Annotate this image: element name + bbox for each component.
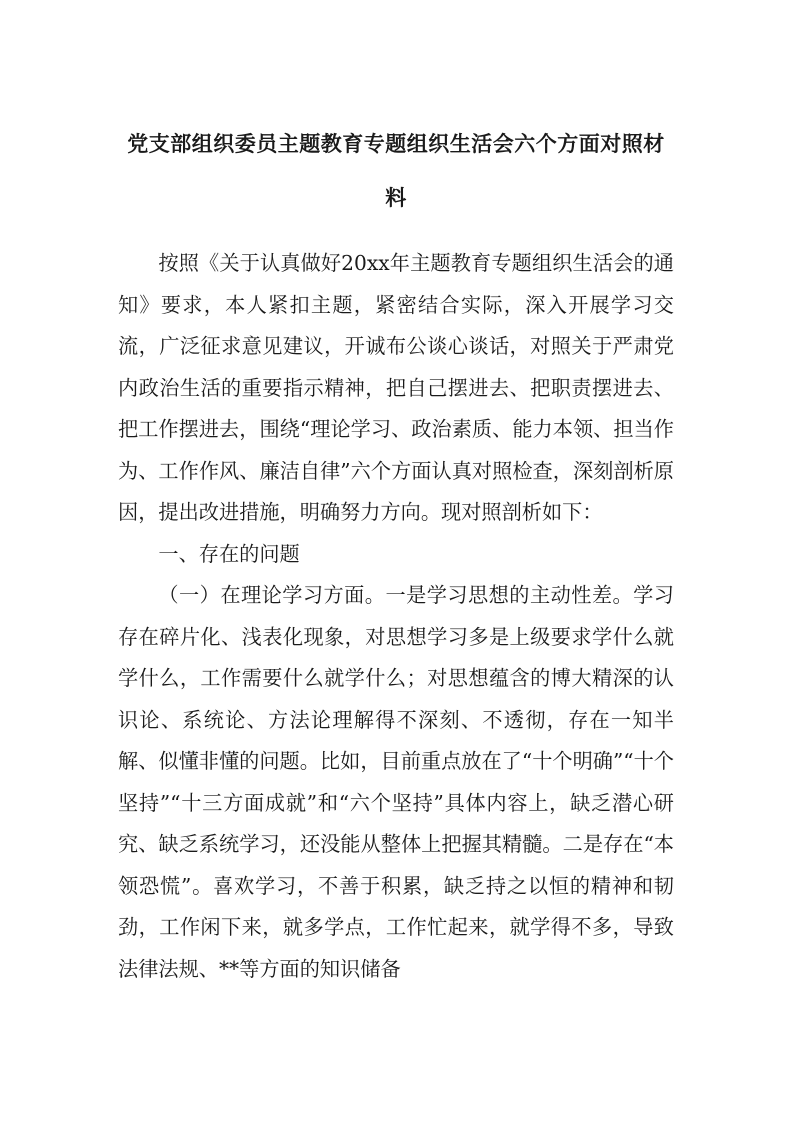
title-line-2: 料 <box>385 185 407 210</box>
section-heading-problems: 一、存在的问题 <box>158 541 300 566</box>
document-title <box>118 117 674 225</box>
intro-paragraph: 按照《关于认真做好20xx年主题教育专题组织生活会的通知》要求，本人紧扣主题，紧密结合实际，深入开展学习交流，广泛征求意见建议，开诚布公谈心谈话，对照关于严肃党内政治生活的重要指示精神，把自己摆进去、把职责摆进去、把工作摆进去，围绕“理论学习、政治素质、能力本领、担当作为、工作作风、廉洁自律”六个方面认真对照检查，深刻剖析原因，提出改进措施，明确努力方向。现对照剖析如下： <box>118 251 674 524</box>
document-body <box>118 243 674 990</box>
title-line-1: 党支部组织委员主题教育专题组织生活会六个方面对照材 <box>127 131 665 156</box>
theory-study-paragraph: （一）在理论学习方面。一是学习思想的主动性差。学习存在碎片化、浅表化现象，对思想学习多是上级要求学什么就学什么，工作需要什么就学什么；对思想蕴含的博大精深的认识论、系统论、方法论理解得不深刻、不透彻，存在一知半解、似懂非懂的问题。比如，目前重点放在了“十个明确”“十个坚持”“十三方面成就”和“六个坚持”具体内容上，缺乏潜心研究、缺乏系统学习，还没能从整体上把握其精髓。二是存在“本领恐慌”。喜欢学习，不善于积累，缺乏持之以恒的精神和韧劲，工作闲下来，就多学点，工作忙起来，就学得不多，导致法律法规、**等方面的知识储备 <box>118 583 674 981</box>
